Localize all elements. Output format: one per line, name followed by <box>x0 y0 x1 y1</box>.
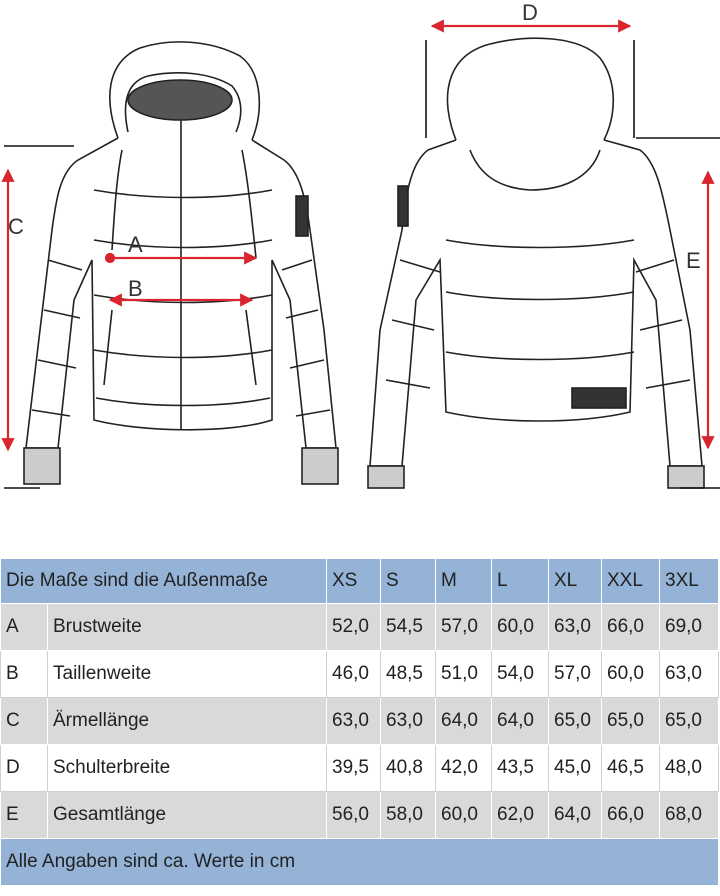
row-value: 65,0 <box>660 698 719 745</box>
row-value: 69,0 <box>660 604 719 651</box>
row-value: 66,0 <box>602 792 660 839</box>
row-value: 68,0 <box>660 792 719 839</box>
row-value: 65,0 <box>549 698 602 745</box>
jacket-front <box>24 42 338 484</box>
row-value: 64,0 <box>492 698 549 745</box>
row-name: Gesamtlänge <box>48 792 327 839</box>
table-row <box>1 651 719 698</box>
size-table-header <box>1 559 719 604</box>
row-value: 54,5 <box>381 604 436 651</box>
size-header: M <box>436 559 492 604</box>
row-value: 39,5 <box>327 745 381 792</box>
row-name: Schulterbreite <box>48 745 327 792</box>
row-code: A <box>1 604 48 651</box>
table-caption: Die Maße sind die Außenmaße <box>1 559 327 604</box>
row-code: D <box>1 745 48 792</box>
row-value: 43,5 <box>492 745 549 792</box>
row-code: C <box>1 698 48 745</box>
row-value: 52,0 <box>327 604 381 651</box>
size-table <box>0 558 719 886</box>
table-row <box>1 792 719 839</box>
row-value: 64,0 <box>436 698 492 745</box>
label-d: D <box>522 0 538 25</box>
row-value: 63,0 <box>660 651 719 698</box>
label-c: C <box>8 214 24 239</box>
row-value: 64,0 <box>549 792 602 839</box>
row-value: 46,5 <box>602 745 660 792</box>
row-value: 57,0 <box>436 604 492 651</box>
row-name: Taillenweite <box>48 651 327 698</box>
row-value: 62,0 <box>492 792 549 839</box>
row-value: 51,0 <box>436 651 492 698</box>
row-value: 40,8 <box>381 745 436 792</box>
label-e: E <box>686 248 701 273</box>
row-value: 60,0 <box>602 651 660 698</box>
row-value: 48,0 <box>660 745 719 792</box>
row-value: 46,0 <box>327 651 381 698</box>
row-name: Ärmellänge <box>48 698 327 745</box>
label-a: A <box>128 232 143 257</box>
row-value: 56,0 <box>327 792 381 839</box>
table-row <box>1 698 719 745</box>
table-footnote: Alle Angaben sind ca. Werte in cm <box>1 839 719 886</box>
row-value: 57,0 <box>549 651 602 698</box>
table-row <box>1 745 719 792</box>
row-name: Brustweite <box>48 604 327 651</box>
size-header: XL <box>549 559 602 604</box>
size-header: L <box>492 559 549 604</box>
size-header: S <box>381 559 436 604</box>
arrow-a-start <box>106 254 114 262</box>
row-value: 60,0 <box>436 792 492 839</box>
row-value: 42,0 <box>436 745 492 792</box>
row-value: 60,0 <box>492 604 549 651</box>
size-header: 3XL <box>660 559 719 604</box>
row-code: B <box>1 651 48 698</box>
jacket-back <box>368 38 704 488</box>
label-b: B <box>128 276 143 301</box>
row-value: 45,0 <box>549 745 602 792</box>
row-value: 63,0 <box>549 604 602 651</box>
row-code: E <box>1 792 48 839</box>
size-header: XXL <box>602 559 660 604</box>
size-header: XS <box>327 559 381 604</box>
size-table-footer <box>1 839 719 886</box>
row-value: 54,0 <box>492 651 549 698</box>
row-value: 63,0 <box>327 698 381 745</box>
row-value: 48,5 <box>381 651 436 698</box>
row-value: 63,0 <box>381 698 436 745</box>
row-value: 65,0 <box>602 698 660 745</box>
row-value: 58,0 <box>381 792 436 839</box>
table-row <box>1 604 719 651</box>
row-value: 66,0 <box>602 604 660 651</box>
